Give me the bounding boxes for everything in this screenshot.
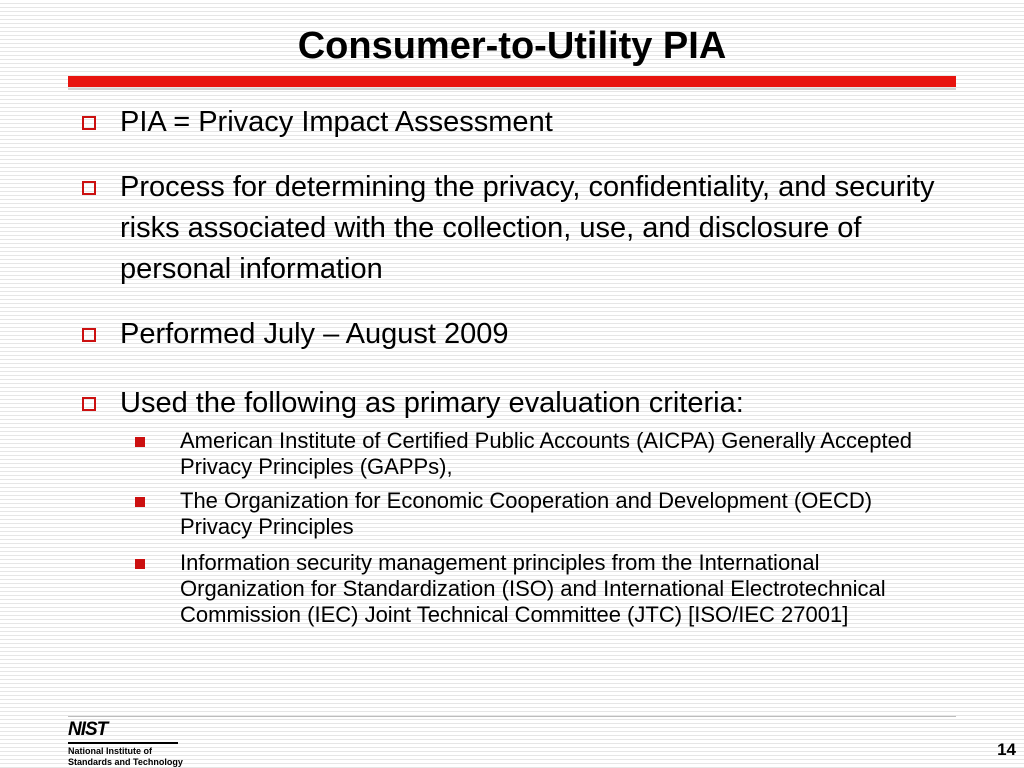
bullet-text: PIA = Privacy Impact Assessment	[120, 106, 553, 138]
sub-bullet-text: Information security management principles from the International Organization for Standardization (ISO) and International Electrotechnical Commission (IEC) Joint Technical Committee (JTC) [ISO/IEC 27001]	[180, 550, 886, 627]
bullet-item	[120, 383, 980, 424]
footer-divider	[68, 716, 956, 717]
sub-bullet-item	[180, 550, 940, 628]
filled-square-bullet-icon	[135, 559, 145, 569]
bullet-text: Process for determining the privacy, confidentiality, and security risks associated with the collection, use, and disclosure of personal information	[120, 171, 935, 285]
bullet-item	[120, 102, 980, 143]
hollow-square-bullet-icon	[82, 328, 96, 342]
sub-bullet-item	[180, 428, 940, 480]
bullet-text: Performed July – August 2009	[120, 318, 509, 350]
nist-logo-mark: NIST	[68, 719, 108, 740]
hollow-square-bullet-icon	[82, 397, 96, 411]
nist-logo-line1: National Institute of	[68, 746, 152, 756]
sub-bullet-text: The Organization for Economic Cooperation and Development (OECD) Privacy Principles	[180, 488, 873, 539]
hollow-square-bullet-icon	[82, 116, 96, 130]
slide-title: Consumer-to-Utility PIA	[297, 25, 727, 67]
nist-logo-rule	[68, 742, 178, 744]
filled-square-bullet-icon	[135, 437, 145, 447]
page-number: 14	[997, 740, 1016, 759]
bullet-item	[120, 167, 980, 290]
sub-bullet-text: American Institute of Certified Public Accounts (AICPA) Generally Accepted Privacy Principles (GAPPs),	[180, 428, 913, 479]
nist-logo	[68, 720, 186, 768]
nist-logo-line2: Standards and Technology	[68, 757, 183, 767]
hollow-square-bullet-icon	[82, 181, 96, 195]
bullet-text: Used the following as primary evaluation criteria:	[120, 387, 744, 419]
bullet-item	[120, 314, 980, 355]
filled-square-bullet-icon	[135, 497, 145, 507]
sub-bullet-item	[180, 488, 940, 540]
